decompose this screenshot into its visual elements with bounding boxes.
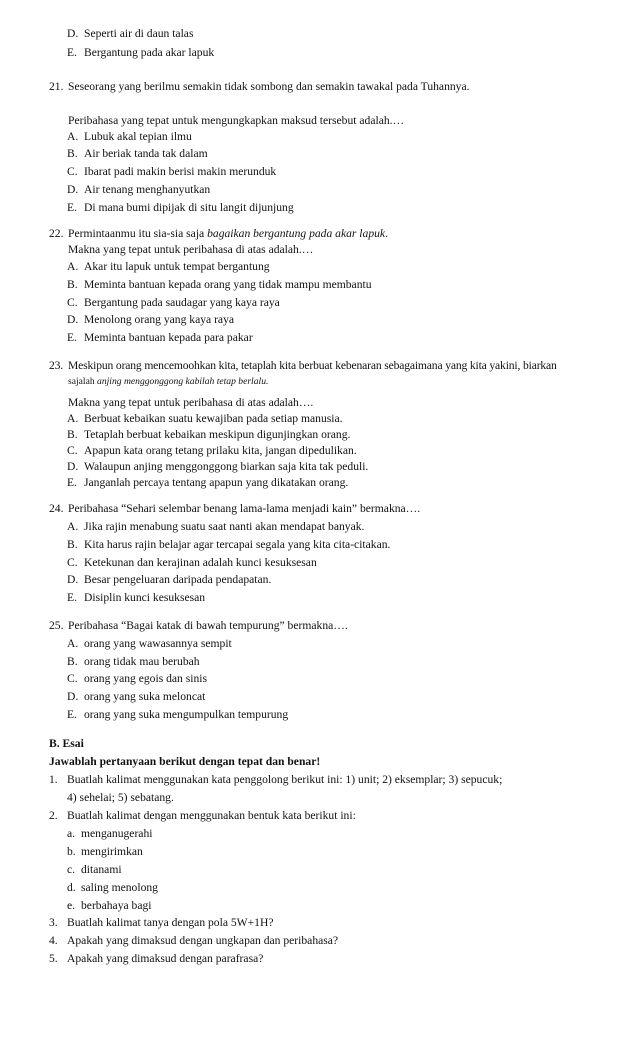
question-24-option-b: B. Kita harus rajin belajar agar tercapai segala yang kita cita-citakan.: [67, 538, 391, 551]
question-21-option-b: B. Air beriak tanda tak dalam: [67, 147, 208, 160]
essay-item-4: 4. Apakah yang dimaksud dengan ungkapan dan peribahasa?: [49, 934, 339, 947]
essay-item-1-cont: 4) sehelai; 5) sebatang.: [67, 791, 174, 804]
essay-subitem-e: e. berbahaya bagi: [67, 899, 152, 912]
question-22-prompt: Makna yang tepat untuk peribahasa di atas adalah.…: [68, 243, 314, 256]
question-22-option-d: D. Menolong orang yang kaya raya: [67, 313, 235, 326]
question-24-option-e: E. Disiplin kunci kesuksesan: [67, 591, 206, 604]
question-22-option-a: A. Akar itu lapuk untuk tempat bergantung: [67, 260, 270, 273]
essay-item-2: 2. Buatlah kalimat dengan menggunakan bentuk kata berikut ini:: [49, 809, 356, 822]
question-25-option-b: B. orang tidak mau berubah: [67, 655, 200, 668]
question-25-option-a: A. orang yang wawasannya sempit: [67, 637, 232, 650]
option-e: E. Bergantung pada akar lapuk: [67, 46, 215, 59]
question-23-option-c: C. Apapun kata orang tetang prilaku kita, jangan dipedulikan.: [67, 444, 357, 457]
question-22-option-e: E. Meminta bantuan kepada para pakar: [67, 331, 253, 344]
question-22-option-c: C. Bergantung pada saudagar yang kaya raya: [67, 296, 280, 309]
question-21-stem: 21. Seseorang yang berilmu semakin tidak sombong dan semakin tawakal pada Tuhannya.: [49, 80, 470, 93]
question-22-option-b: B. Meminta bantuan kepada orang yang tidak mampu membantu: [67, 278, 372, 291]
question-21-option-e: E. Di mana bumi dipijak di situ langit dijunjung: [67, 201, 294, 214]
section-b-instruction: Jawablah pertanyaan berikut dengan tepat dan benar!: [49, 755, 321, 768]
essay-item-1: 1. Buatlah kalimat menggunakan kata penggolong berikut ini: 1) unit; 2) eksemplar; 3) sepucuk;: [49, 773, 503, 786]
essay-item-5: 5. Apakah yang dimaksud dengan parafrasa?: [49, 952, 264, 965]
question-21-option-a: A. Lubuk akal tepian ilmu: [67, 130, 192, 143]
essay-subitem-c: c. ditanami: [67, 863, 122, 876]
question-25-option-e: E. orang yang suka mengumpulkan tempurung: [67, 708, 289, 721]
question-23-option-b: B. Tetaplah berbuat kebaikan meskipun digunjingkan orang.: [67, 428, 351, 441]
question-23-stem: 23. Meskipun orang mencemoohkan kita, tetaplah kita berbuat kebenaran sebagaimana yang kita yakini, biarkan: [49, 359, 557, 372]
question-25-option-d: D. orang yang suka meloncat: [67, 690, 206, 703]
essay-item-3: 3. Buatlah kalimat tanya dengan pola 5W+1H?: [49, 916, 274, 929]
question-24-stem: 24. Peribahasa “Sehari selembar benang lama-lama menjadi kain” bermakna….: [49, 502, 421, 515]
question-23-option-e: E. Janganlah percaya tentang apapun yang dikatakan orang.: [67, 476, 349, 489]
essay-subitem-b: b. mengirimkan: [67, 845, 143, 858]
question-24-option-c: C. Ketekunan dan kerajinan adalah kunci kesuksesan: [67, 556, 317, 569]
question-25-option-c: C. orang yang egois dan sinis: [67, 672, 208, 685]
question-21-option-c: C. Ibarat padi makin berisi makin merunduk: [67, 165, 277, 178]
option-d: D. Seperti air di daun talas: [67, 27, 194, 40]
question-24-option-d: D. Besar pengeluaran daripada pendapatan.: [67, 573, 272, 586]
question-21-prompt: Peribahasa yang tepat untuk mengungkapkan maksud tersebut adalah.…: [68, 114, 405, 127]
question-23-option-a: A. Berbuat kebaikan suatu kewajiban pada setiap manusia.: [67, 412, 343, 425]
essay-subitem-d: d. saling menolong: [67, 881, 158, 894]
question-23-option-d: D. Walaupun anjing menggonggong biarkan saja kita tak peduli.: [67, 460, 369, 473]
question-23-stem-cont: sajalah anjing menggonggong kabilah tetap berlalu.: [68, 376, 269, 387]
section-b-heading: B. Esai: [49, 737, 84, 750]
question-25-stem: 25. Peribahasa “Bagai katak di bawah tempurung” bermakna….: [49, 619, 348, 632]
question-24-option-a: A. Jika rajin menabung suatu saat nanti akan mendapat banyak.: [67, 520, 365, 533]
question-22-stem: 22. Permintaanmu itu sia-sia saja bagaikan bergantung pada akar lapuk.: [49, 227, 388, 240]
essay-subitem-a: a. menganugerahi: [67, 827, 153, 840]
question-21-option-d: D. Air tenang menghanyutkan: [67, 183, 211, 196]
question-23-prompt: Makna yang tepat untuk peribahasa di atas adalah….: [68, 396, 314, 409]
